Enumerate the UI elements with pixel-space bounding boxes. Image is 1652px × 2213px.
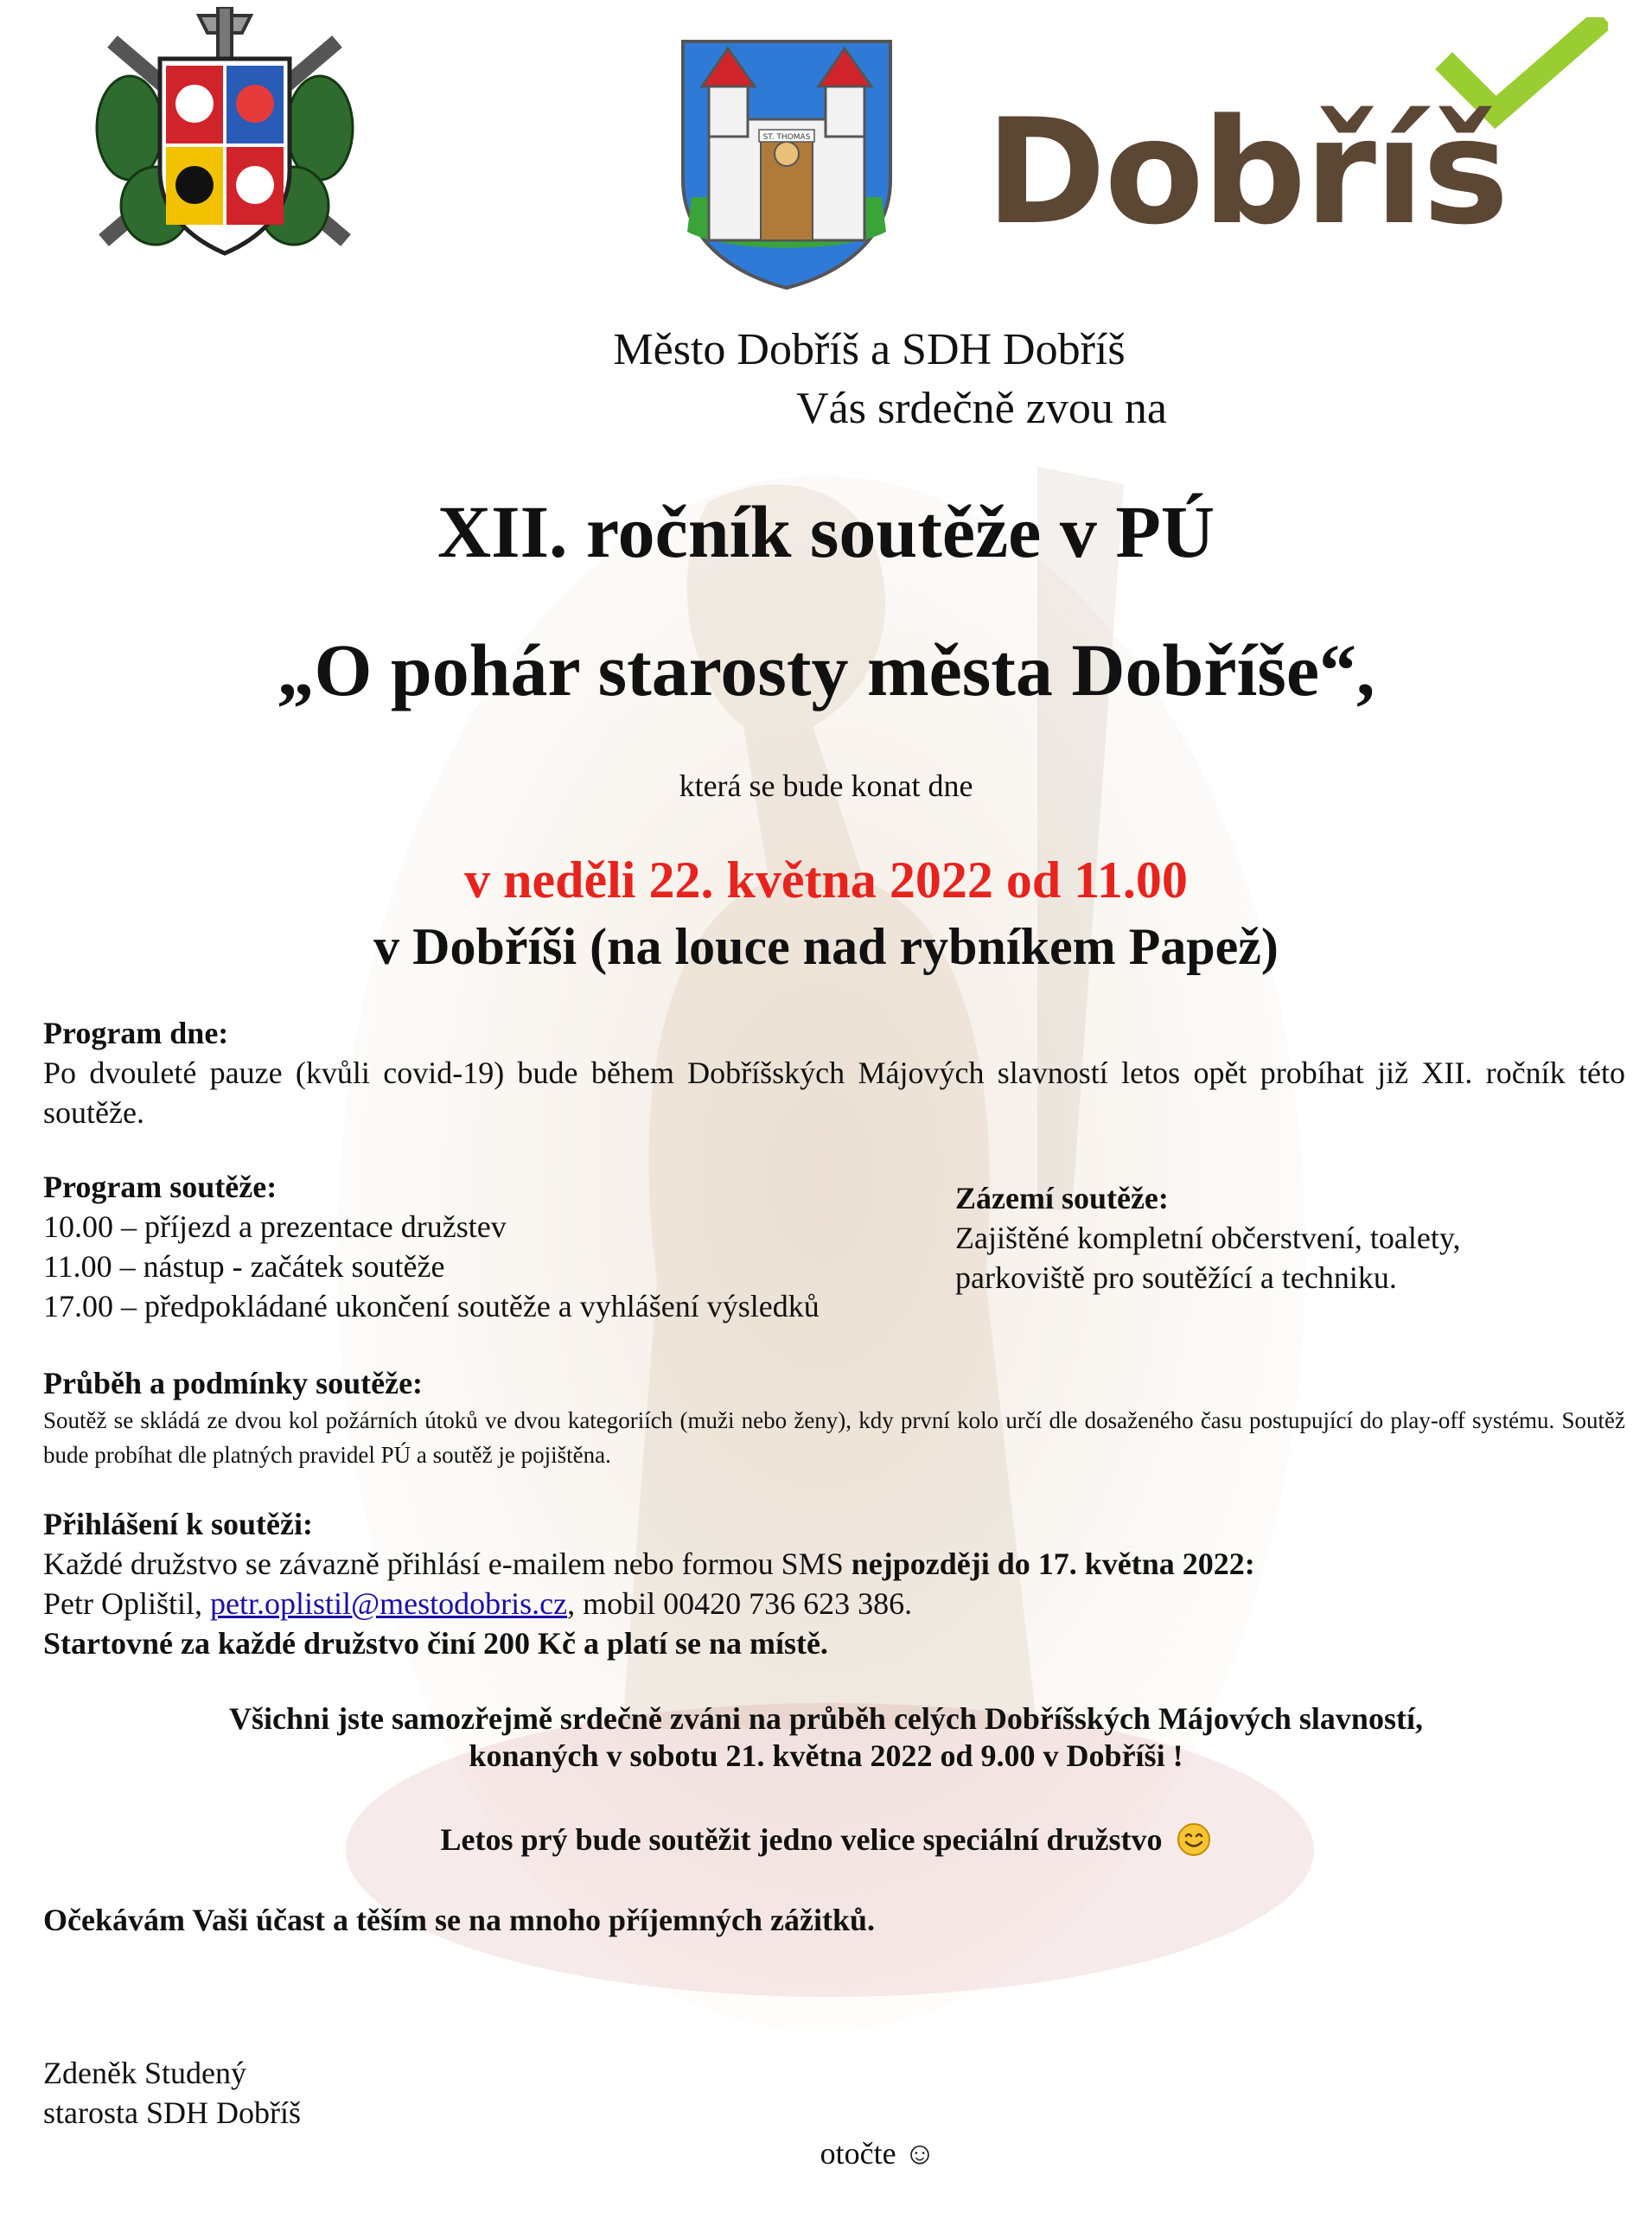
program-day-heading: Program dne: xyxy=(43,1016,229,1050)
facilities-heading: Zázemí soutěže: xyxy=(955,1181,1169,1215)
facilities-line-2: parkoviště pro soutěžící a techniku. xyxy=(955,1260,1397,1295)
program-competition-heading: Program soutěže: xyxy=(43,1170,277,1204)
signature xyxy=(43,2053,301,2133)
signature-name: Zdeněk Studený xyxy=(43,2056,246,2090)
registration-section xyxy=(43,1504,1625,1663)
fire-brigade-emblem-icon xyxy=(78,7,372,266)
invitation-line-1: Město Dobříš a SDH Dobříš xyxy=(613,325,1126,374)
invitation-line-2: Vás srdečně zvou na xyxy=(796,384,1167,433)
program-item: 17.00 – předpokládané ukončení soutěže a vyhlášení výsledků xyxy=(43,1289,820,1323)
registration-deadline: nejpozději do 17. května 2022: xyxy=(851,1547,1255,1581)
contact-phone: , mobil 00420 736 623 386. xyxy=(567,1586,913,1621)
event-date: v neděli 22. května 2022 od 11.00 xyxy=(464,851,1188,909)
event-title: XII. ročník soutěže v PÚ xyxy=(437,490,1215,573)
brand-name: Dobříš xyxy=(985,87,1508,257)
program-day-section xyxy=(43,1013,1625,1132)
rules-text: Soutěž se skládá ze dvou kol požárních útoků ve dvou kategoriích (muži nebo ženy), kdy první kolo určí dle dosaženého času postupující do play-off systému. Soutěž bude probíhat dle platných pravidel PÚ a soutěž je pojištěna. xyxy=(43,1407,1625,1468)
registration-fee: Startovné za každé družstvo činí 200 Kč a platí se na místě. xyxy=(43,1626,828,1661)
event-place: v Dobříši (na louce nad rybníkem Papež) xyxy=(373,918,1279,975)
registration-text: Každé družstvo se závazně přihlásí e-mailem nebo formou SMS xyxy=(43,1547,852,1581)
registration-heading: Přihlášení k soutěži: xyxy=(43,1507,313,1541)
facilities-section xyxy=(955,1178,1612,1298)
smiling-face-emoji-icon xyxy=(1177,1822,1211,1857)
special-team-text: Letos prý bude soutěžit jedno velice speciální družstvo xyxy=(440,1822,1163,1857)
rules-heading: Průběh a podmínky soutěže: xyxy=(43,1366,424,1400)
closing-line-2: konaných v sobotu 21. května 2022 od 9.00 v Dobříši ! xyxy=(469,1738,1183,1773)
closing-line-1: Všichni jste samozřejmě srdečně zváni na průběh celých Dobříšských Májových slavností, xyxy=(229,1701,1423,1736)
program-competition-section xyxy=(43,1167,951,1326)
special-team-line xyxy=(0,1820,1652,1859)
brand-logo xyxy=(985,17,1608,277)
program-day-text: Po dvouleté pauze (kvůli covid-19) bude během Dobříšských Májových slavností letos opět probíhat již XII. ročník této soutěže. xyxy=(43,1055,1625,1130)
event-intro: která se bude konat dne xyxy=(679,768,973,803)
closing-expectation: Očekávám Vaši účast a těším se na mnoho příjemných zážitků. xyxy=(43,1903,875,1937)
registration-line-1 xyxy=(43,1544,1625,1584)
footer-turn-over: otočte ☺ xyxy=(820,2136,936,2171)
event-subtitle: „O pohár starosty města Dobříše“, xyxy=(277,628,1375,711)
signature-role: starosta SDH Dobříš xyxy=(43,2095,301,2130)
rules-section xyxy=(43,1363,1625,1472)
program-item: 11.00 – nástup - začátek soutěže xyxy=(43,1249,445,1284)
crest-banner-text: ST. THOMAS xyxy=(762,133,811,142)
contact-name: Petr Oplištil, xyxy=(43,1586,211,1621)
town-crest-icon xyxy=(674,33,899,292)
facilities-line-1: Zajištěné kompletní občerstvení, toalety, xyxy=(955,1221,1461,1255)
registration-contact xyxy=(43,1584,1625,1623)
program-item: 10.00 – příjezd a prezentace družstev xyxy=(43,1209,507,1244)
email-link[interactable]: petr.oplistil@mestodobris.cz xyxy=(210,1586,568,1621)
